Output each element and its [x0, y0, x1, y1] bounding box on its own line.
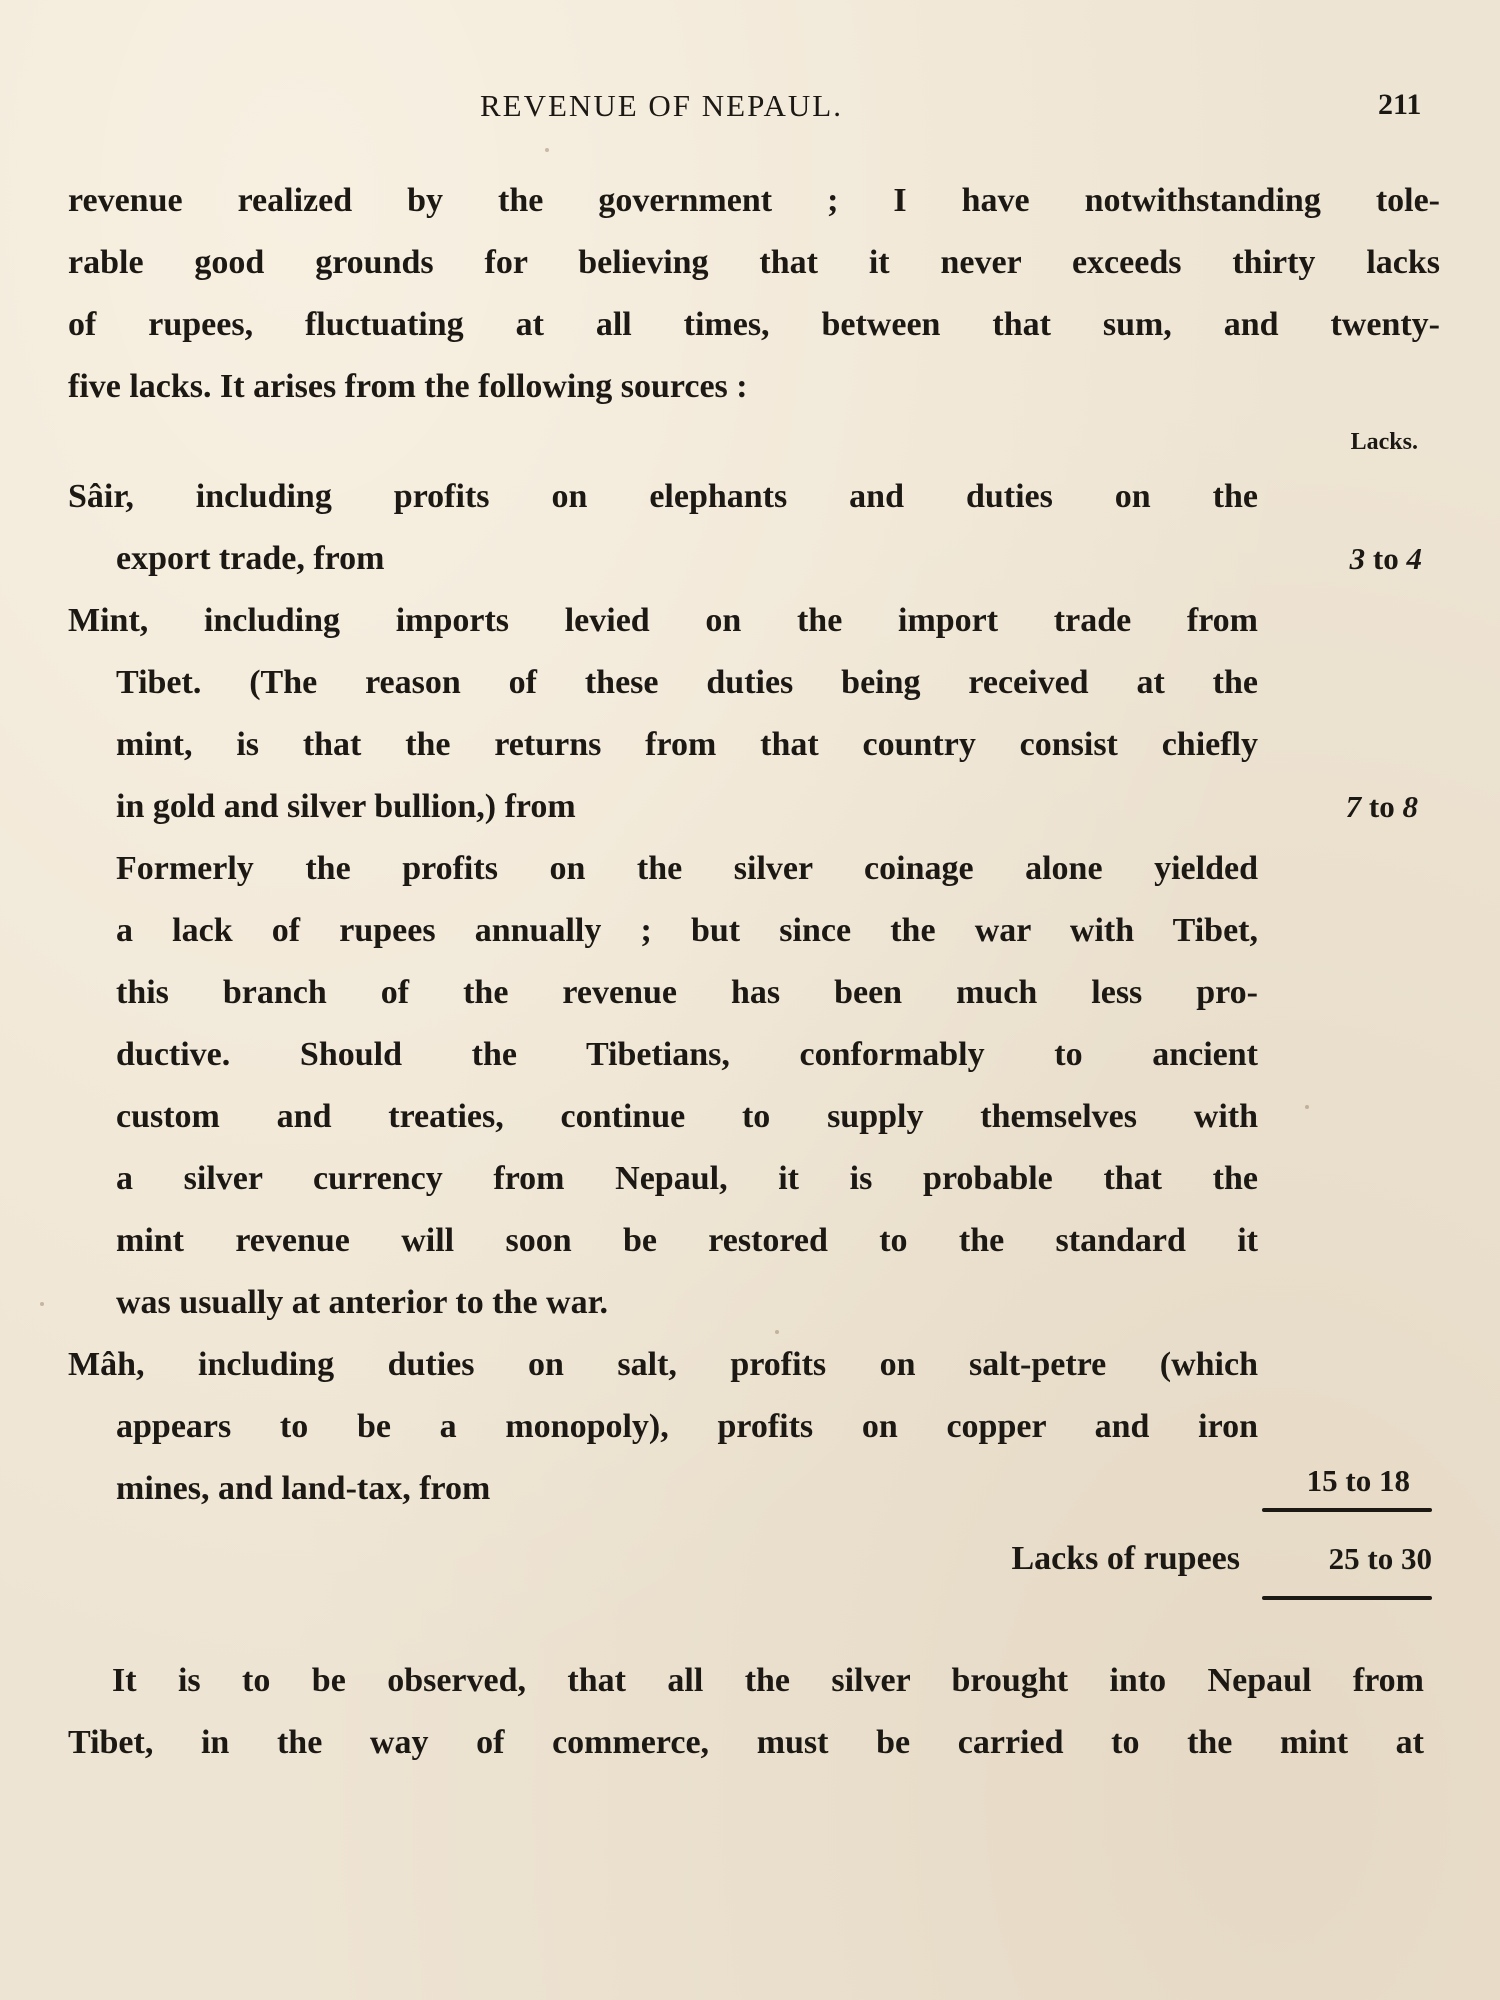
paper-speck [545, 148, 549, 152]
mint-note [68, 838, 1440, 1334]
entry-amount [1346, 776, 1418, 838]
text-line: It is to be observed, that all the silver brought into Nepaul from [112, 1662, 1424, 1699]
revenue-entry-mint [68, 590, 1440, 838]
amount-from: 7 [1345, 789, 1362, 824]
entry-line: appears to be a monopoly), profits on copper and iron [116, 1408, 1258, 1445]
amount-sep: to [1368, 789, 1395, 824]
note-line: mint revenue will soon be restored to the standard it [116, 1222, 1258, 1259]
running-title: REVENUE OF NEPAUL. [480, 88, 843, 123]
text-line: Tibet, in the way of commerce, must be carried to the mint at [68, 1724, 1424, 1761]
sum-rule-bottom [1262, 1596, 1432, 1600]
entry-line: mint, is that the returns from that country consist chiefly [116, 726, 1258, 763]
note-line: Formerly the profits on the silver coinage alone yielded [116, 850, 1258, 887]
page-body [68, 170, 1440, 1774]
note-line: ductive. Should the Tibetians, conformably to ancient [116, 1036, 1258, 1073]
total-label: Lacks of rupees [1011, 1540, 1240, 1577]
entry-line: Mint, including imports levied on the import trade from [68, 602, 1258, 639]
entry-amount [1307, 1450, 1410, 1512]
amount-sep: to [1345, 1463, 1372, 1498]
note-line: a silver currency from Nepaul, it is probable that the [116, 1160, 1258, 1197]
note-line: this branch of the revenue has been much less pro- [116, 974, 1258, 1011]
text-line: of rupees, fluctuating at all times, between that sum, and twenty- [68, 306, 1440, 343]
text-line: five lacks. It arises from the following sources : [68, 368, 748, 405]
amount-from: 15 [1306, 1463, 1338, 1498]
text-line: rable good grounds for believing that it never exceeds thirty lacks [68, 244, 1440, 281]
entry-line: export trade, from [116, 540, 385, 577]
entry-line: Sâir, including profits on elephants and duties on the [68, 478, 1258, 515]
amount-to: 8 [1402, 789, 1418, 824]
sum-rule-top [1262, 1508, 1432, 1512]
closing-paragraph [68, 1650, 1440, 1774]
column-label-row [68, 418, 1440, 466]
entry-line: mines, and land-tax, from [116, 1470, 491, 1507]
note-line: custom and treaties, continue to supply themselves with [116, 1098, 1258, 1135]
entry-line: Tibet. (The reason of these duties being received at the [116, 664, 1258, 701]
paper-speck [40, 1302, 44, 1306]
note-line: a lack of rupees annually ; but since the war with Tibet, [116, 912, 1258, 949]
paper-speck [775, 1330, 779, 1334]
total-value: 25 to 30 [1328, 1541, 1432, 1576]
page-header [0, 88, 1500, 138]
page-number: 211 [1378, 88, 1422, 121]
amount-to: 4 [1406, 541, 1422, 576]
revenue-entry-sair [68, 466, 1440, 590]
total-row [68, 1520, 1440, 1598]
amount-to: 18 [1379, 1463, 1410, 1498]
column-label: Lacks. [1350, 429, 1418, 455]
text-line: revenue realized by the government ; I have notwithstanding tole- [68, 182, 1440, 219]
entry-amount [1350, 528, 1422, 590]
revenue-entry-mah [68, 1334, 1440, 1520]
paper-speck [1305, 1105, 1309, 1109]
entry-line: in gold and silver bullion,) from [116, 788, 576, 825]
note-line: was usually at anterior to the war. [116, 1284, 609, 1321]
entry-line: Mâh, including duties on salt, profits on salt-petre (which [68, 1346, 1258, 1383]
intro-paragraph [68, 170, 1440, 418]
amount-from: 3 [1349, 541, 1366, 576]
amount-sep: to [1372, 541, 1399, 576]
